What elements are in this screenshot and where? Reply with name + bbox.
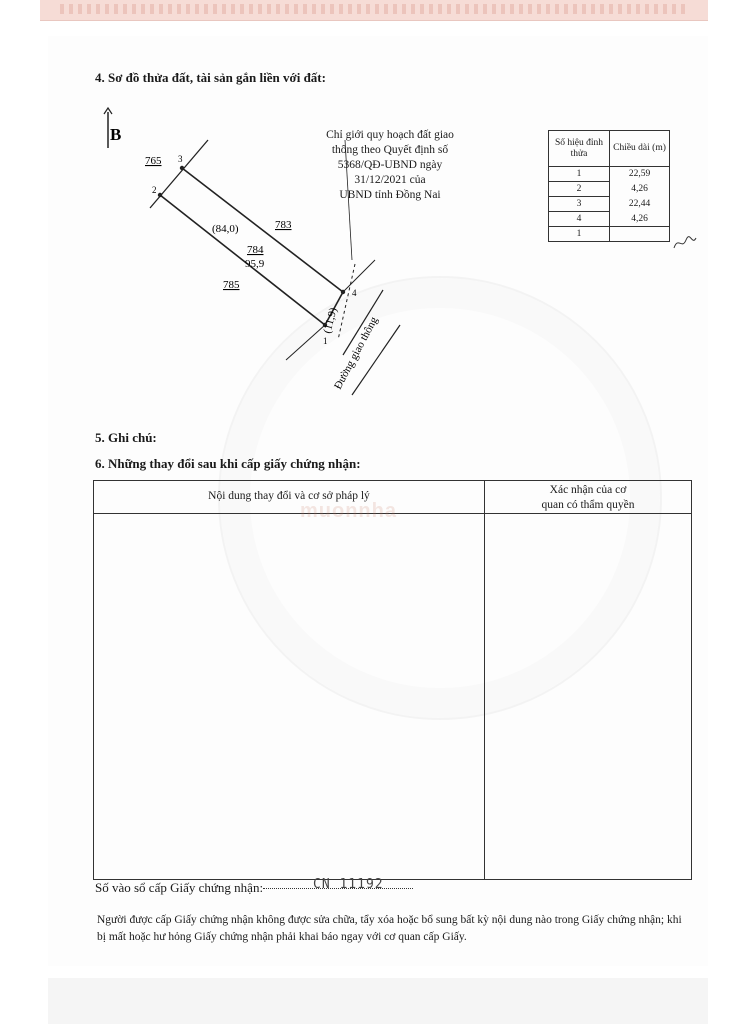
parcel-783: 783	[275, 219, 292, 231]
changes-table	[93, 480, 692, 880]
section4-title: 4. Sơ đồ thửa đất, tài sản gắn liền với đất:	[95, 70, 326, 85]
point-header: Số hiệu đỉnh thửa	[549, 131, 610, 167]
area-main: 95,9	[245, 258, 265, 270]
previous-page-border	[40, 0, 708, 21]
area-side: (84,0)	[212, 223, 239, 235]
changes-col2-header-line2: quan có thẩm quyền	[541, 499, 635, 511]
notice-text: Người được cấp Giấy chứng nhận không được sửa chữa, tẩy xóa hoặc bổ sung bất kỳ nội dung nào trong Giấy chứng nhận; khi bị mất hoặc hư hỏng Giấy chứng nhận phải khai báo ngay với cơ quan cấp Giấy.	[97, 914, 682, 943]
serial-value: CN 11192	[313, 877, 384, 892]
length-header: Chiều dài (m)	[610, 131, 670, 167]
dimension-table: Số hiệu đỉnh thửa Chiều dài (m) 1 22,59 2 4,26 3 22,44 4 4,26 1	[548, 130, 670, 242]
area-road: (11,9)	[321, 306, 340, 335]
parcel-784: 784	[247, 244, 264, 256]
changes-approval-column	[485, 481, 691, 879]
changes-col2-header-line1: Xác nhận của cơ	[549, 484, 627, 496]
parcel-785: 785	[223, 279, 240, 291]
north-symbol: B	[110, 125, 122, 144]
watermark: muonnha	[300, 500, 397, 522]
serial-number	[95, 877, 413, 896]
next-page-edge	[48, 978, 708, 1024]
point-3: 3	[178, 154, 183, 164]
point-1: 1	[323, 336, 328, 346]
signature-mark	[672, 232, 698, 252]
section5-title: 5. Ghi chú:	[95, 430, 157, 445]
planning-note: Chỉ giới quy hoạch đất giao thông theo Quyết định số 5368/QĐ-UBND ngày 31/12/2021 của UBND tỉnh Đồng Nai	[326, 129, 454, 201]
changes-col1-header: Nội dung thay đổi và cơ sở pháp lý	[208, 490, 370, 502]
point-4: 4	[352, 288, 357, 298]
road-label: Đường giao thông	[332, 314, 381, 392]
serial-label: Số vào sổ cấp Giấy chứng nhận:	[95, 880, 264, 895]
point-2: 2	[152, 185, 157, 195]
parcel-765: 765	[145, 155, 162, 167]
changes-content-column	[94, 481, 485, 879]
section6-title: 6. Những thay đổi sau khi cấp giấy chứng nhận:	[95, 456, 361, 471]
